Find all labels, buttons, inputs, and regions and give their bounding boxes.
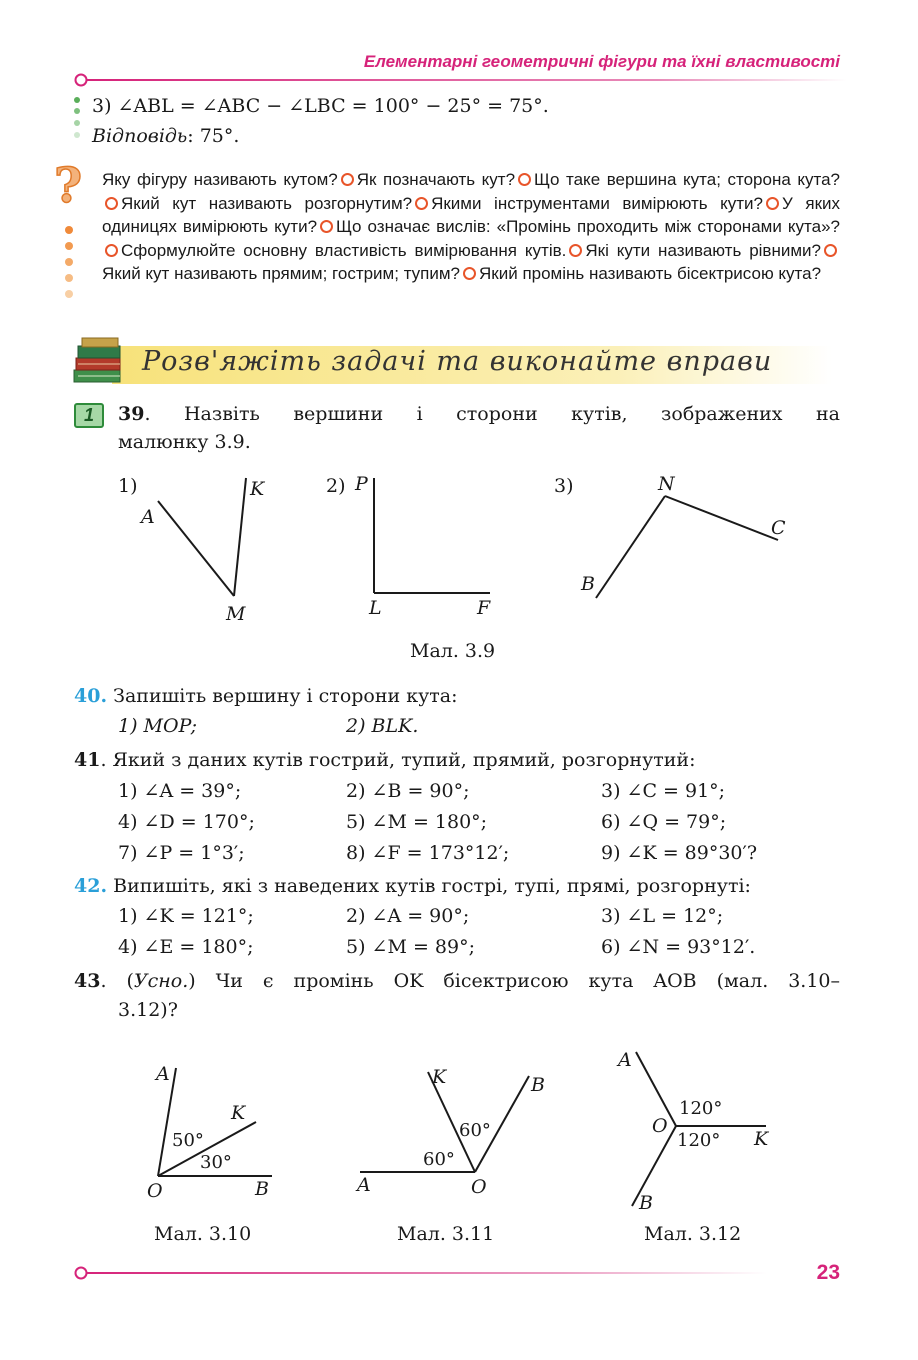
fig39-label-F: F <box>477 597 491 619</box>
bullet-ring-icon <box>518 173 531 186</box>
fig312-label-O: O <box>652 1115 668 1137</box>
solution-step: 3) ∠ABL = ∠ABC − ∠LBC = 100° − 25° = 75°. <box>92 95 549 117</box>
ray-NB <box>596 496 665 598</box>
ex40-line <box>74 682 458 710</box>
fig39-label-L: L <box>369 597 382 619</box>
question-1: Яку фігуру називають кутом? <box>102 170 338 189</box>
bullet-ring-icon <box>463 267 476 280</box>
fig39-label-B: B <box>581 573 595 595</box>
ex40-item-2: 2) BLK. <box>346 715 419 737</box>
ex39-text-1: . Назвіть вершини і сторони кутів, зображених на <box>144 403 840 425</box>
question-3: Що таке вершина кута; сторона кута? <box>534 170 841 189</box>
ex40-number: 40. <box>74 685 108 707</box>
ex41-item-8: 8) ∠F = 173°12′; <box>346 842 510 864</box>
ex39-line1 <box>118 400 840 428</box>
fig311-label-A: A <box>357 1174 371 1196</box>
answer-label: Відповідь <box>92 125 188 147</box>
figure-3-9 <box>110 468 810 638</box>
ex41-item-6: 6) ∠Q = 79°; <box>601 811 727 833</box>
bullet-ring-icon <box>569 244 582 257</box>
ex42-item-4: 4) ∠E = 180°; <box>118 936 254 958</box>
ex43-oral: Усно. <box>133 970 189 992</box>
fig311-angle-2: 60° <box>423 1149 455 1170</box>
fig310-angle-2: 30° <box>200 1152 232 1173</box>
fig310-label-O: O <box>147 1180 163 1202</box>
question-6: У яких одиницях вимірюють кути? <box>102 193 841 236</box>
fig310-label-A: A <box>156 1063 170 1085</box>
ex41-item-5: 5) ∠M = 180°; <box>346 811 488 833</box>
fig39-num-2: 2) <box>326 475 346 497</box>
bullet-ring-icon <box>341 173 354 186</box>
question-mark-icon <box>52 160 88 310</box>
fig312-label-K: K <box>754 1128 769 1150</box>
ex42-line <box>74 872 751 900</box>
ex41-item-7: 7) ∠P = 1°3′; <box>118 842 245 864</box>
fig311-label-O: O <box>471 1176 487 1198</box>
ray-NC <box>665 496 778 540</box>
page-number: 23 <box>816 1261 840 1284</box>
ex41-line <box>74 746 695 774</box>
ex42-item-1: 1) ∠K = 121°; <box>118 905 254 927</box>
fig39-caption: Мал. 3.9 <box>410 640 496 662</box>
fig312-caption: Мал. 3.12 <box>644 1223 742 1245</box>
ex41-text: . Який з даних кутів гострий, тупий, прямий, розгорнутий: <box>100 749 696 771</box>
ex39-line2: малюнку 3.9. <box>118 431 251 453</box>
ex42-item-3: 3) ∠L = 12°; <box>601 905 724 927</box>
ray-MK <box>234 478 246 596</box>
fig39-label-K: K <box>250 478 265 500</box>
answer-value: : 75°. <box>187 125 240 147</box>
ex39-number: 39 <box>118 403 145 425</box>
fig312-angle-2: 120° <box>677 1130 721 1151</box>
fig310-angle-1: 50° <box>172 1130 204 1151</box>
ex42-text: Випишіть, які з наведених кутів гострі, тупі, прямі, розгорнуті: <box>113 875 751 897</box>
question-10: Який кут називають прямим; гострим; тупим? <box>102 264 461 283</box>
question-9: Які кути називають рівними? <box>585 240 821 260</box>
question-8: Сформулюйте основну властивість вимірювання кутів. <box>121 240 567 260</box>
running-header: Елементарні геометричні фігури та їхні властивості <box>363 52 840 71</box>
ex42-item-2: 2) ∠A = 90°; <box>346 905 470 927</box>
review-questions <box>102 168 840 286</box>
fig39-label-M: M <box>226 603 246 625</box>
question-7: Що означає вислів: «Промінь проходить між сторонами кута»? <box>336 217 840 236</box>
fig39-label-N: N <box>658 473 675 495</box>
fig311-label-K: K <box>432 1066 447 1088</box>
fig39-label-A: A <box>141 506 155 528</box>
bullet-ring-icon <box>320 220 333 233</box>
question-11: Який промінь називають бісектрисою кута? <box>479 264 822 283</box>
banner-title: Розв'яжіть задачі та виконайте вправи <box>142 346 773 377</box>
ex43-number: 43 <box>74 970 101 992</box>
fig39-label-C: C <box>771 517 786 539</box>
question-2: Як позначають кут? <box>356 170 516 189</box>
ex40-text: Запишіть вершину і сторони кута: <box>113 685 458 707</box>
fig39-num-1: 1) <box>118 475 138 497</box>
ex41-item-2: 2) ∠B = 90°; <box>346 780 470 802</box>
ex41-number: 41 <box>74 749 101 771</box>
bullet-ring-icon <box>415 197 428 210</box>
ex43-line2: 3.12)? <box>118 999 178 1021</box>
bullet-ring-icon <box>105 197 118 210</box>
books-icon <box>74 338 120 382</box>
ex42-number: 42. <box>74 875 108 897</box>
ex43-text-1: ) Чи є промінь OK бісектрисою кута AOB (мал. 3.10– <box>188 970 840 992</box>
ex41-item-3: 3) ∠C = 91°; <box>601 780 726 802</box>
bullet-ring-icon <box>105 244 118 257</box>
fig311-label-B: B <box>531 1074 545 1096</box>
ex42-item-6: 6) ∠N = 93°12′. <box>601 936 756 958</box>
fig312-label-B: B <box>639 1192 653 1214</box>
question-4: Який кут називають розгорнутим? <box>121 193 413 213</box>
ex42-item-5: 5) ∠M = 89°; <box>346 936 475 958</box>
fig312-angle-1: 120° <box>679 1098 723 1119</box>
answer-line <box>92 122 239 150</box>
ex41-item-1: 1) ∠A = 39°; <box>118 780 242 802</box>
fig311-caption: Мал. 3.11 <box>397 1223 495 1245</box>
footer-rule <box>72 1265 772 1281</box>
ex41-item-9: 9) ∠K = 89°30′? <box>601 842 758 864</box>
fig310-caption: Мал. 3.10 <box>154 1223 252 1245</box>
bullet-ring-icon <box>824 244 837 257</box>
header-rule <box>72 72 852 88</box>
fig312-label-A: A <box>618 1049 632 1071</box>
fig311-angle-1: 60° <box>459 1120 491 1141</box>
fig39-num-3: 3) <box>554 475 574 497</box>
bullet-ring-icon <box>766 197 779 210</box>
ex43-line1 <box>74 967 840 995</box>
ex43-open: . ( <box>100 970 134 992</box>
green-dots-decoration <box>70 94 84 144</box>
svg-text:?: ? <box>54 160 83 214</box>
ex41-item-4: 4) ∠D = 170°; <box>118 811 255 833</box>
fig310-label-K: K <box>231 1102 246 1124</box>
fig310-label-B: B <box>255 1178 269 1200</box>
ex40-item-1: 1) MOP; <box>118 715 198 737</box>
question-5: Якими інструментами вимірюють кути? <box>431 193 764 213</box>
fig39-label-P: P <box>355 473 368 495</box>
level-badge: 1 <box>74 403 104 428</box>
ray-MA <box>158 501 234 596</box>
